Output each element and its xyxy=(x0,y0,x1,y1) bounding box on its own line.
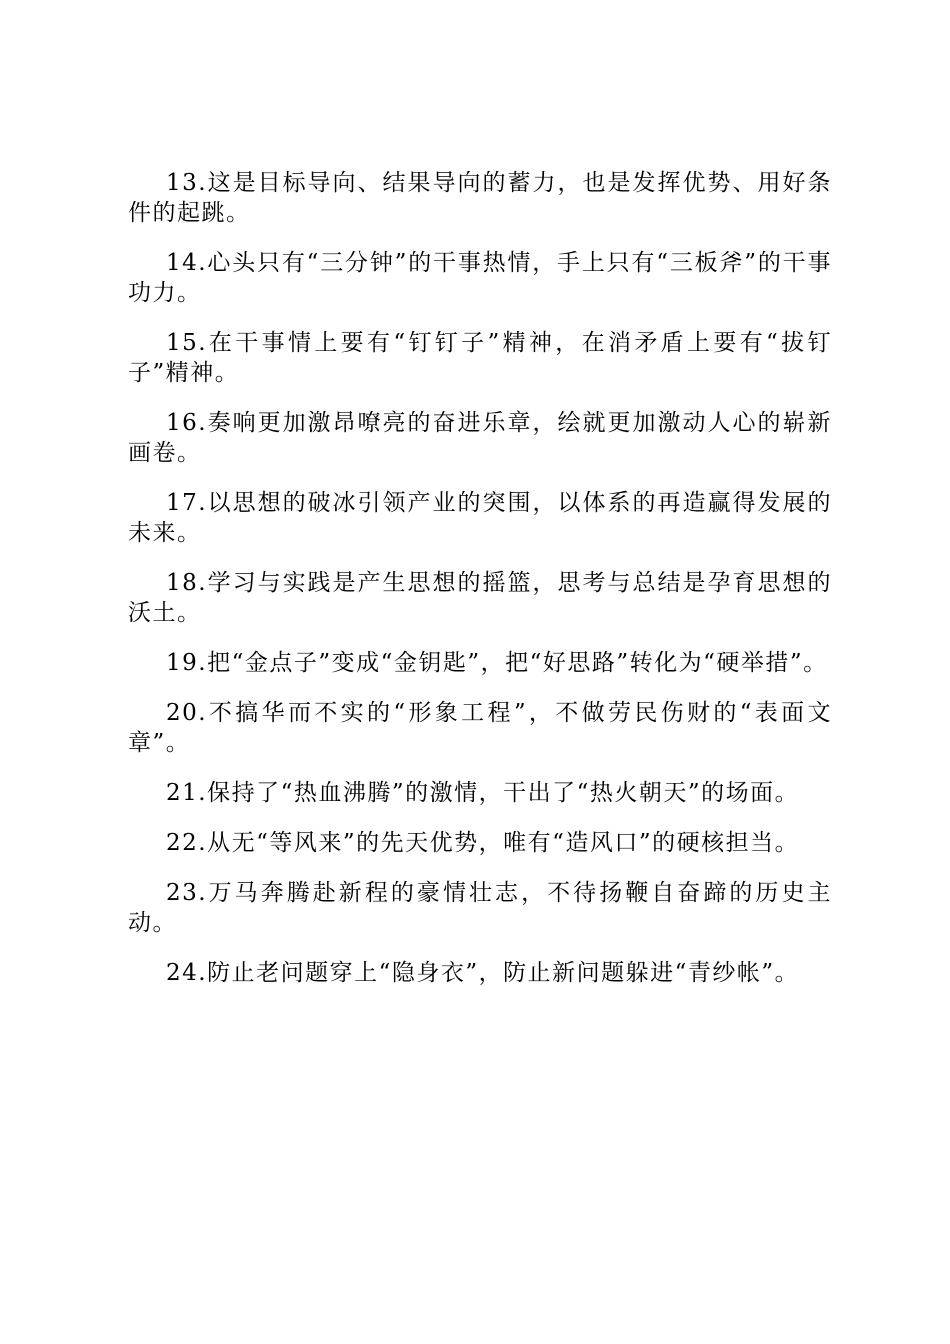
paragraph-20: 20.不搞华而不实的“形象工程”，不做劳民伤财的“表面文章”。 xyxy=(128,700,832,756)
document-body xyxy=(128,168,832,1008)
paragraph-18: 18.学习与实践是产生思想的摇篮，思考与总结是孕育思想的沃土。 xyxy=(128,570,832,626)
paragraph-16: 16.奏响更加激昂嘹亮的奋进乐章，绘就更加激动人心的崭新画卷。 xyxy=(128,410,832,466)
paragraph-21: 21.保持了“热血沸腾”的激情，干出了“热火朝天”的场面。 xyxy=(166,780,800,806)
paragraph-13: 13.这是目标导向、结果导向的蓄力，也是发挥优势、用好条件的起跳。 xyxy=(128,170,832,226)
paragraph-14: 14.心头只有“三分钟”的干事热情，手上只有“三板斧”的干事功力。 xyxy=(128,250,832,306)
paragraph-19: 19.把“金点子”变成“金钥匙”，把“好思路”转化为“硬举措”。 xyxy=(166,650,828,676)
paragraph-15: 15.在干事情上要有“钉钉子”精神，在消矛盾上要有“拔钉子”精神。 xyxy=(128,330,832,386)
paragraph-17: 17.以思想的破冰引领产业的突围，以体系的再造赢得发展的未来。 xyxy=(128,490,832,546)
paragraph-22: 22.从无“等风来”的先天优势，唯有“造风口”的硬核担当。 xyxy=(166,830,800,856)
paragraph-23: 23.万马奔腾赴新程的豪情壮志，不待扬鞭自奋蹄的历史主动。 xyxy=(128,880,832,936)
paragraph-24: 24.防止老问题穿上“隐身衣”，防止新问题躲进“青纱帐”。 xyxy=(166,960,800,986)
